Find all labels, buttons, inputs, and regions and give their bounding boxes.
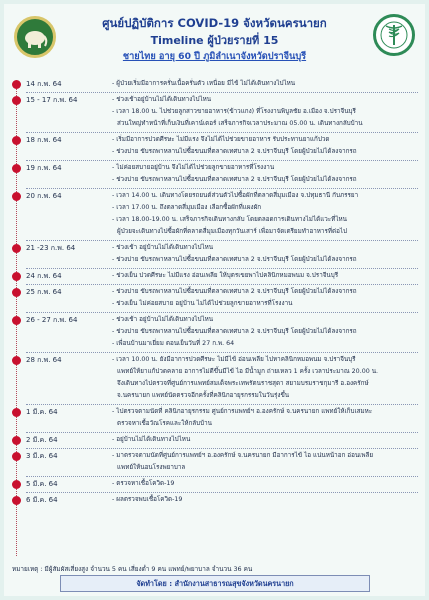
timeline-bullet-icon (12, 96, 21, 105)
timeline-details (112, 162, 418, 186)
timeline-bullet-icon (12, 452, 21, 461)
timeline-bullet-icon (12, 80, 21, 89)
timeline-detail-line: - เวลา 10.00 น. ยังมีอาการปวดศีรษะ ไม่มีไข้ อ่อนเพลีย ไปหาคลินิกหมอพนม จ.ปราจีนบุรี (112, 356, 356, 363)
timeline-date: 2 มี.ค. 64 (26, 436, 58, 444)
timeline-detail-line: - ช่วงบ่าย ขับรถพาหลานไปซื้อขนมที่ตลาดเทศบาล 2 จ.ปราจีนบุรี โดยผู้ป่วยไม่ได้ลงจากรถ (112, 288, 357, 295)
timeline-bullet-icon (12, 408, 21, 417)
timeline-separator (26, 240, 418, 241)
patient-info: ชายไทย อายุ 60 ปี ภูมิลำเนาจังหวัดปราจีนบุรี (122, 51, 307, 62)
timeline-bullet-icon (12, 136, 21, 145)
timeline-date: 19 ก.พ. 64 (26, 164, 62, 172)
timeline-date: 3 มี.ค. 64 (26, 452, 58, 460)
footer-credit: จัดทำโดย : สำนักงานสาธารณสุขจังหวัดนครนายก (60, 575, 370, 592)
timeline-sheet (4, 4, 425, 596)
timeline-date: 20 ก.พ. 64 (26, 192, 62, 200)
timeline-bullet-icon (12, 436, 21, 445)
timeline-detail-line: - ช่วงเย็น ไม่ค่อยสบาย อยู่บ้าน ไม่ได้ไปช่วยลูกขายอาหารที่โรงงาน (112, 300, 293, 307)
timeline-detail-line: แพทย์ให้ยาแก้ปวดคลาย อาการไม่ดีขึ้นมีไข้ ไอ มีน้ำมูก ถ่ายเหลว 1 ครั้ง เวลาประมาณ 20.00 น. (117, 368, 379, 375)
timeline-separator (26, 448, 418, 449)
note-text: หมายเหตุ : มีผู้สัมผัสเสี่ยงสูง จำนวน 5 คน เสี่ยงต่ำ 9 คน แพทย์/พยาบาล จำนวน 36 คน (12, 565, 253, 573)
timeline-bullet-icon (12, 192, 21, 201)
timeline-detail-line: - อยู่บ้านไม่ได้เดินทางไปไหน (112, 436, 191, 443)
timeline-details (112, 270, 418, 282)
timeline-separator (26, 160, 418, 161)
timeline-date: 6 มี.ค. 64 (26, 496, 58, 504)
timeline-detail-line: แพทย์ให้นอนโรงพยาบาล (117, 464, 186, 471)
timeline-detail-line: - เวลา 14.00 น. เดินทางโดยรถยนต์ส่วนตัวไปซื้อผักที่ตลาดสี่มุมเมือง จ.ปทุมธานี กับภรรยา (112, 192, 359, 199)
timeline-detail-line: - ตรวจหาเชื้อโควิด-19 (112, 480, 175, 487)
timeline-detail-line: - เวลา 18.00-19.00 น. เสร็จภารกิจเดินทางกลับ โดยตลอดการเดินทางไม่ได้แวะที่ไหน (112, 216, 347, 223)
timeline-details (112, 478, 418, 490)
timeline-date: 14 ก.พ. 64 (26, 80, 62, 88)
timeline-detail-line: - ช่วงเช้า อยู่บ้านไม่ได้เดินทางไปไหน (112, 244, 214, 251)
timeline-details (112, 434, 418, 446)
timeline-details (112, 286, 418, 310)
timeline-detail-line: - ช่วงบ่าย ขับรถพาหลานไปซื้อขนมที่ตลาดเทศบาล 2 จ.ปราจีนบุรี โดยผู้ป่วยไม่ได้ลงจากรถ (112, 256, 357, 263)
timeline-separator (26, 92, 418, 93)
timeline-detail-line: จึงเดินทางไปตรวจที่ศูนย์การแพทย์สมเด็จพระเทพรัตนราชสุดา สยามบรมราชกุมารี อ.องครักษ์ (117, 380, 369, 387)
timeline-date: 25 ก.พ. 64 (26, 288, 62, 296)
timeline-detail-line: - ช่วงบ่าย ขับรถพาหลานไปซื้อขนมที่ตลาดเทศบาล 2 จ.ปราจีนบุรี โดยผู้ป่วยไม่ได้ลงจากรถ (112, 148, 357, 155)
timeline-date: 26 - 27 ก.พ. 64 (26, 316, 78, 324)
timeline-separator (26, 188, 418, 189)
timeline-separator (26, 492, 418, 493)
timeline-detail-line: - ช่วงเช้าอยู่บ้านไม่ได้เดินทางไปไหน (112, 96, 212, 103)
timeline-details (112, 494, 418, 506)
timeline-detail-line: - ผลตรวจพบเชื้อโควิด-19 (112, 496, 183, 503)
timeline-detail-line: จ.นครนายก แพทย์นัดตรวจอีกครั้งที่คลินิกอายุรกรรมในวันรุ่งขึ้น (117, 392, 290, 399)
timeline-separator (26, 312, 418, 313)
timeline-detail-line: - เริ่มมีอาการปวดศีรษะ ไม่มีแรง จึงไม่ได้ไปช่วยขายอาหาร รับประทานยาแก้ปวด (112, 136, 330, 143)
timeline-separator (26, 476, 418, 477)
timeline-details (112, 134, 418, 158)
timeline-date: 21 -23 ก.พ. 64 (26, 244, 76, 252)
timeline-list (4, 4, 425, 596)
timeline-separator (26, 284, 418, 285)
timeline-bullet-icon (12, 496, 21, 505)
page-title: ศูนย์ปฏิบัติการ COVID-19 จังหวัดนครนายก (102, 16, 327, 30)
timeline-detail-line: ผู้ป่วยจะเดินทางไปซื้อผักที่ตลาดสี่มุมเมืองทุกวันเสาร์ เพื่อมาจัดเตรียมทำอาหารที่ต่อไป (117, 228, 348, 235)
timeline-detail-line: - ไปตรวจตามนัดที่ คลินิกอายุรกรรม ศูนย์การแพทย์ฯ อ.องครักษ์ จ.นครนายก แพทย์ให้เก็บเสมหะ (112, 408, 373, 415)
timeline-detail-line: - ช่วงเช้า อยู่บ้านไม่ได้เดินทางไปไหน (112, 316, 214, 323)
timeline-date: 24 ก.พ. 64 (26, 272, 62, 280)
timeline-details (112, 242, 418, 266)
timeline-detail-line: - ช่วงเย็น ปวดศีรษะ ไม่มีแรง อ่อนเพลีย ให้บุตรเขยพาไปคลินิกหมอพนม จ.ปราจีนบุรี (112, 272, 339, 279)
timeline-separator (26, 352, 418, 353)
timeline-detail-line: ส่วนใหญ่ทำหน้าที่เก็บเงินที่เคาน์เตอร์ เสร็จภารกิจเวลาประมาณ 05.00 น. เดินทางกลับบ้าน (117, 120, 363, 127)
timeline-details (112, 78, 418, 90)
timeline-separator (26, 132, 418, 133)
timeline-date: 15 - 17 ก.พ. 64 (26, 96, 78, 104)
timeline-detail-line: - เวลา 18.00 น. ไปช่วยลูกสาวขายอาหาร(ข้าวแกง) ที่โรงงานพิบูลชัย อ.เมือง จ.ปราจีนบุรี (112, 108, 356, 115)
timeline-bullet-icon (12, 316, 21, 325)
timeline-date: 18 ก.พ. 64 (26, 136, 62, 144)
timeline-bullet-icon (12, 244, 21, 253)
timeline-separator (26, 404, 418, 405)
timeline-date: 1 มี.ค. 64 (26, 408, 58, 416)
timeline-detail-line: - ไม่ค่อยสบายอยู่บ้าน จึงไม่ได้ไปช่วยลูกขายอาหารที่โรงงาน (112, 164, 275, 171)
timeline-bullet-icon (12, 288, 21, 297)
timeline-detail-line: - มาตรวจตามนัดที่ศูนย์การแพทย์ฯ อ.องครักษ์ จ.นครนายก มีอาการไข้ ไอ แน่นหน้าอก อ่อนเพลีย (112, 452, 374, 459)
timeline-bullet-icon (12, 164, 21, 173)
timeline-detail-line: - ผู้ป่วยเริ่มมีอาการครั่นเนื้อครั่นตัว เหนื่อย มีไข้ ไม่ได้เดินทางไปไหน (112, 80, 296, 87)
timeline-bullet-icon (12, 356, 21, 365)
timeline-date: 5 มี.ค. 64 (26, 480, 58, 488)
page-subtitle: Timeline ผู้ป่วยรายที่ 15 (150, 34, 279, 47)
timeline-detail-line: - ช่วงบ่าย ขับรถพาหลานไปซื้อขนมที่ตลาดเทศบาล 2 จ.ปราจีนบุรี โดยผู้ป่วยไม่ได้ลงจากรถ (112, 328, 357, 335)
timeline-detail-line: - เวลา 17.00 น. ถึงตลาดสี่มุมเมือง เลือกซื้อผักที่แผงผัก (112, 204, 262, 211)
timeline-separator (26, 432, 418, 433)
timeline-details (112, 190, 418, 238)
timeline-bullet-icon (12, 272, 21, 281)
timeline-date: 28 ก.พ. 64 (26, 356, 62, 364)
timeline-detail-line: ตรวจหาเชื้อวัณโรคและให้กลับบ้าน (117, 420, 212, 427)
timeline-detail-line: - เพื่อนบ้านมาเยี่ยม ตอนเย็นวันที่ 27 ก.พ. 64 (112, 340, 235, 347)
timeline-details (112, 314, 418, 350)
timeline-bullet-icon (12, 480, 21, 489)
timeline-separator (26, 268, 418, 269)
timeline-details (112, 406, 418, 430)
timeline-details (112, 450, 418, 474)
timeline-details (112, 94, 418, 130)
timeline-detail-line: - ช่วงบ่าย ขับรถพาหลานไปซื้อขนมที่ตลาดเทศบาล 2 จ.ปราจีนบุรี โดยผู้ป่วยไม่ได้ลงจากรถ (112, 176, 357, 183)
timeline-details (112, 354, 418, 402)
